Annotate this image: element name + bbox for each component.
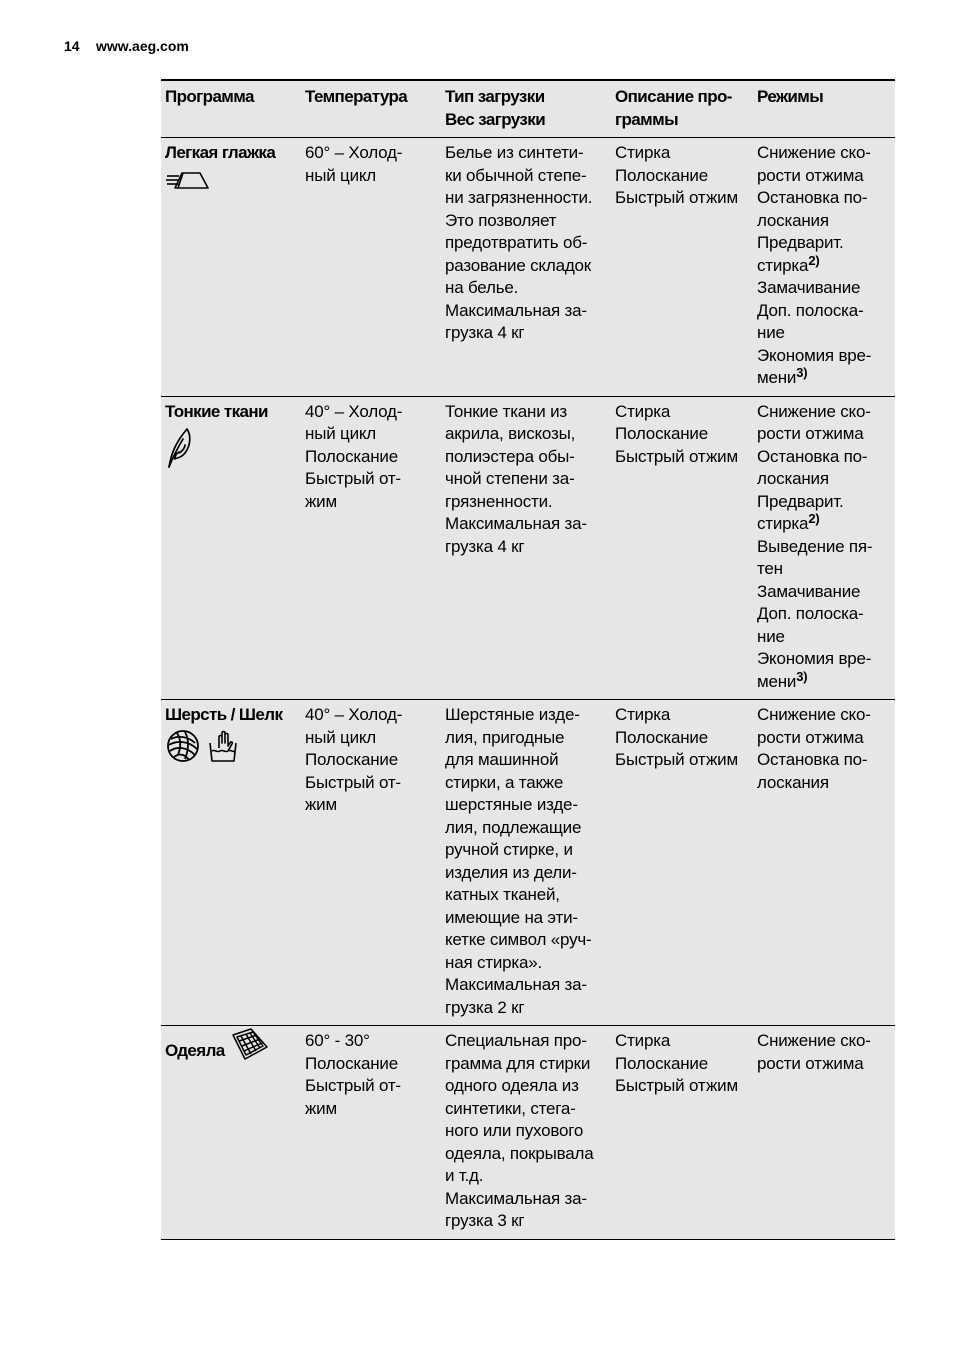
program-name: Легкая глажка — [165, 143, 276, 162]
site-url: www.aeg.com — [96, 38, 189, 54]
page-number: 14 — [64, 38, 80, 54]
footnote-mark: 3) — [796, 365, 808, 380]
duvet-icon — [229, 1027, 269, 1061]
temperature-cell: 40° – Холод- ный цикл Полоскание Быстрый от- жим — [305, 705, 403, 814]
footnote-mark: 3) — [796, 668, 808, 684]
table-header-row — [161, 80, 895, 138]
footnote-mark: 2) — [808, 511, 820, 526]
col-header-modes: Режимы — [757, 87, 824, 106]
program-name: Одеяла — [165, 1041, 225, 1060]
modes-cell: Снижение ско- рости отжима Остановка по- лоскания — [757, 705, 871, 792]
col-header-load: Тип загрузки Вес загрузки — [445, 87, 546, 129]
modes-cell: Снижение ско- рости отжима Остановка по- лоскания Предварит. стирка$^{2)}$ Замачивание Доп. полоска- ние Экономия вре- мени$^{3)}$ — [757, 143, 872, 387]
description-cell: Стирка Полоскание Быстрый отжим — [615, 143, 738, 207]
temperature-cell: 60° – Холод- ный цикл — [305, 143, 403, 185]
footnote-mark: 2) — [808, 252, 820, 268]
table-row — [161, 1026, 895, 1240]
modes-cell: Снижение ско- рости отжима Остановка по- лоскания Предварит. стирка$^{2)}$ Выведение пя- тен Замачивание Доп. полоска- ние Экономия вре- мени$^{3)}$ — [757, 401, 873, 691]
col-header-description: Описание про- граммы — [615, 87, 732, 129]
easy-iron-icon — [165, 167, 213, 191]
program-cell — [161, 396, 301, 700]
modes-cell: Снижение ско- рости отжима — [757, 1031, 871, 1073]
wool-icon — [165, 729, 201, 763]
col-header-program: Программа — [165, 87, 254, 106]
program-cell — [161, 1026, 301, 1240]
program-name: Шерсть / Шелк — [165, 705, 283, 724]
table-row — [161, 700, 895, 1026]
description-cell: Стирка Полоскание Быстрый отжим — [615, 1031, 738, 1095]
load-cell: Тонкие ткани из акрила, вискозы, полиэстера обы- чной степени за- грязненности. Максимальная за- грузка 4 кг — [445, 401, 587, 556]
temperature-cell: 60° - 30° Полоскание Быстрый от- жим — [305, 1031, 401, 1118]
load-cell: Специальная про- грамма для стирки одного одеяла из синтетики, стега- ного или пухового одеяла, покрывала и т.д. Максимальная за- грузка 3 кг — [445, 1031, 594, 1230]
load-cell: Белье из синтети- ки обычной степе- ни загрязненности. Это позволяет предотвратить об- разование складок на белье. Максимальная за- грузка 4 кг — [445, 143, 593, 342]
program-cell — [161, 700, 301, 1026]
description-cell: Стирка Полоскание Быстрый отжим — [615, 705, 738, 769]
description-cell: Стирка Полоскание Быстрый отжим — [615, 401, 738, 466]
page-header — [64, 38, 189, 54]
program-cell — [161, 138, 301, 397]
program-name: Тонкие ткани — [165, 401, 268, 421]
temperature-cell: 40° – Холод- ный цикл Полоскание Быстрый от- жим — [305, 401, 403, 511]
table-row — [161, 396, 895, 700]
table-row — [161, 138, 895, 397]
feather-icon — [165, 425, 195, 469]
hand-wash-icon — [207, 729, 239, 763]
col-header-temperature: Температура — [305, 87, 408, 106]
program-table — [161, 79, 895, 1240]
load-cell: Шерстяные изде- лия, пригодные для машинной стирки, а также шерстяные изде- лия, подлежащие ручной стирке, и изделия из дели- катных тканей, имеющие на эти- кетке символ «руч- ная стирка». Максимальная за- грузка 2 кг — [445, 705, 592, 1017]
